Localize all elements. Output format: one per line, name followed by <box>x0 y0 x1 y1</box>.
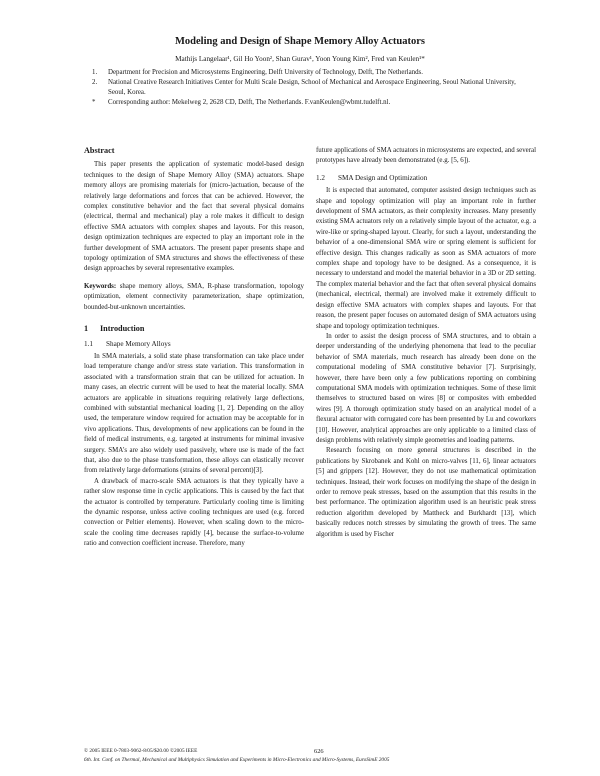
subsection-title: Shape Memory Alloys <box>106 339 171 348</box>
subsection-heading-sma <box>84 339 304 349</box>
affiliations <box>92 68 532 108</box>
subsection-title: SMA Design and Optimization <box>338 173 428 182</box>
subsection-number: 1.2 <box>316 173 325 182</box>
affiliation-text: Department for Precision and Microsystems Engineering, Delft University of Technology, Delft, The Netherlands. <box>108 69 423 76</box>
subsection-number: 1.1 <box>84 339 93 348</box>
body-paragraph: It is expected that automated, computer assisted design techniques such as shape and topology optimization will play an important role in further development of SMA actuators, as their complexity increases. Many presently existing SMA actuators rely on a relatively simple layout of the actuator, e.g. a wire-like or spring-shaped layout. Clearly, for such a layout, understanding the behavior of a one-dimensional SMA wire or spring element is sufficient for effective design. This changes radically as soon as SMA actuators of more complex shape and topology have to be designed. As a consequence, it is necessary to understand and model the material behavior in a 3D or 2D setting. The complex material behavior and the fact that often several physical domains (mechanical, electrical, thermal) are involved make it extremely difficult to design effective SMA actuators with complex shapes and layouts. For that reason, the present paper focuses on automated design of SMA actuators using shape and topology optimization techniques. <box>316 187 536 330</box>
affiliation-text: Corresponding author: Mekelweg 2, 2628 CD, Delft, The Netherlands. F.vanKeulen@wbmt.tudelft.nl. <box>108 99 391 106</box>
abstract-heading: Abstract <box>84 146 115 155</box>
body-paragraph-continued: future applications of SMA actuators in microsystems are expected, and several prototypes have already been demonstrated (e.g. [5, 6]). <box>316 147 536 165</box>
section-heading-introduction <box>84 324 304 334</box>
subsection-heading-design <box>316 173 536 183</box>
affiliation-number: 2. <box>92 79 98 86</box>
affiliation-item <box>92 98 532 108</box>
paper-title: Modeling and Design of Shape Memory Alloy Actuators <box>175 36 425 47</box>
affiliation-number: * <box>92 99 96 106</box>
author-list: Mathijs Langelaar¹, Gil Ho Yoon², Shan Gurav¹, Yoon Young Kim², Fred van Keulen¹* <box>175 55 425 63</box>
page-footer <box>84 748 536 763</box>
body-paragraph: In SMA materials, a solid state phase transformation can take place under load temperature change and/or stress state variation. This transformation in associated with a transformation strain that can be utilized for actuation. In many cases, an electric current will be used to heat the material locally. SMA actuators are applicable in situations requiring relatively large deflections, combined with substantial mechanical loading [1, 2]. Depending on the alloy used, the temperature window required for actuation may be acceptable for in vivo applications. Thus, developments of new applications can be found in the field of medical instruments, e.g. targeted at instruments for minimal invasive surgery. SMA's are also widely used passively, where use is made of the fact that, also due to the phase transformation, these alloys can elastically recover from relatively large deformations (strains of several percent)[3]. <box>84 352 304 475</box>
conference-line: 6th. Int. Conf. on Thermal, Mechanical and Multiphysics Simulation and Experiments in Micro-Electronics and Micro-Systems, EuroSimE 2005 <box>84 757 390 763</box>
body-paragraph: Research focusing on more general structures is described in the publications by Skrobanek and Kohl on micro-valves [11, 6], linear actuators [5] and grippers [12]. However, they do not use mathematical optimization techniques. Instead, their work focuses on modifying the shape of the design in order to remove peak stresses, based on the assumption that this results in the best performance. The optimization algorithm used is an heuristic peak stress reduction algorithm developed by Mattheck and Burkhardt [13], which basically reduces notch stresses by simulating the growth of trees. The same algorithm is used by Fischer <box>316 447 536 538</box>
body-paragraph: A drawback of macro-scale SMA actuators is that they typically have a rather slow response time in cyclic applications. This is caused by the fact that the actuator is controlled by temperature. Particularly cooling time is limiting the dynamic response, unless active cooling techniques are used (e.g. forced convection or Peltier elements). However, when scaling down to the micro-scale the cooling time decreases rapidly [4], because the surface-to-volume ratio and convection coefficient increase. Therefore, many <box>84 477 304 548</box>
copyright-notice: © 2005 IEEE 0-7803-9062-8/05/$20.00 ©2005 IEEE <box>84 748 198 754</box>
left-column <box>84 146 304 550</box>
right-column <box>316 146 536 540</box>
abstract-text: This paper presents the application of systematic model-based design techniques to the design of Shape Memory Alloy (SMA) actuators. Shape memory alloys are promising materials for (micro-)actuation, because of the relatively large deformations and forces that can be achieved. However, the complex constitutive behavior and the fact that several physical domains (electrical, thermal and mechanical) play a role makes it difficult to design effective SMA actuators with complex shapes and layouts. For this reason, design optimization techniques are expected to play an important role in the further development of SMA actuators. The present paper presents shape and topology optimization of SMA structures and shows the effectiveness of these design approaches by several representative examples. <box>84 161 304 273</box>
keywords-text: shape memory alloys, SMA, R-phase transformation, topology optimization, element connectivity parameterization, shape optimization, bounded-but-unknown uncertainties. <box>84 282 304 311</box>
section-title: Introduction <box>100 324 145 334</box>
affiliation-number: 1. <box>92 69 98 76</box>
keywords-label: Keywords: <box>84 282 117 290</box>
section-number: 1 <box>84 324 89 334</box>
affiliation-item <box>92 78 532 98</box>
footer-top-row <box>84 748 536 755</box>
affiliation-text: National Creative Research Initiatives Center for Multi Scale Design, School of Mechanical and Aerospace Engineering, Seoul National University, Seoul, Korea. <box>108 79 516 96</box>
keywords <box>84 282 304 313</box>
page-number: 626 <box>314 748 324 755</box>
affiliation-item <box>92 68 532 78</box>
body-paragraph: In order to assist the design process of SMA structures, and to obtain a deeper understanding of the underlying phenomena that lead to the peculiar behavior of SMA materials, much research has already been done on the computational modeling of SMA constitutive behavior [7]. Surprisingly, however, there have been only a few publications reporting on combining computational SMA models with optimization techniques. Some of these limit themselves to structured based on wires [8] or composites with embedded wires [9]. A thorough optimization study based on an analytical model of a flexural actuator with corrugated core has been presented by Lu and coworkers [10]. However, analytical approaches are only applicable to a limited class of design problems with relatively simple geometries and loading patterns. <box>316 332 536 444</box>
